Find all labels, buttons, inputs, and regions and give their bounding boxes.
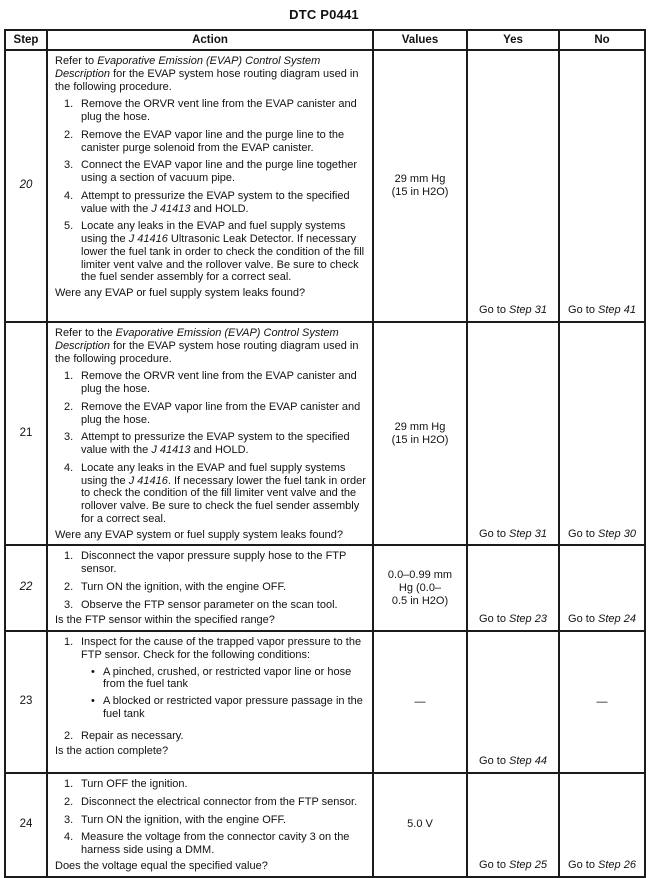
item-text <box>81 550 366 576</box>
item-text <box>81 581 366 594</box>
text-segment: Connect the EVAP vapor line and the purge line together using a section of vacuum pipe. <box>81 159 358 184</box>
yes-cell <box>467 322 559 545</box>
item-text <box>81 129 366 155</box>
text-segment-italic: Step 31 <box>509 527 547 540</box>
action-item <box>64 370 366 396</box>
values-cell <box>373 545 467 631</box>
text-segment: for the EVAP system hose routing diagram used in the following procedure. <box>55 339 359 365</box>
bullet-marker: • <box>91 695 95 707</box>
text-segment: Remove the EVAP vapor line from the EVAP canister and plug the hose. <box>81 400 361 426</box>
text-segment-italic: Step 26 <box>598 858 636 871</box>
item-marker: 4. <box>64 189 74 202</box>
item-marker: 1. <box>64 98 74 111</box>
values-cell <box>373 50 467 322</box>
values-line: (15 in H2O) <box>391 433 449 446</box>
action-list <box>55 636 366 742</box>
sub-item-text <box>103 695 366 721</box>
values-line: 29 mm Hg <box>394 420 446 433</box>
action-item <box>64 401 366 427</box>
text-segment: Turn ON the ignition, with the engine OFF. <box>81 813 287 826</box>
item-marker: 2. <box>64 400 74 413</box>
text-segment: Go to <box>479 613 510 626</box>
action-item <box>64 730 366 743</box>
action-cell <box>47 50 373 322</box>
action-question <box>55 860 366 873</box>
text-segment: Does the voltage equal the specified value? <box>55 859 268 872</box>
text-segment: Is the action complete? <box>55 745 169 758</box>
action-question <box>55 529 366 542</box>
column-header-yes: Yes <box>467 30 559 50</box>
text-segment-italic: Step 24 <box>598 613 636 626</box>
item-marker: 2. <box>64 128 74 141</box>
action-cell <box>47 322 373 545</box>
no-cell <box>559 773 645 877</box>
item-text <box>81 220 366 284</box>
values-cell <box>373 322 467 545</box>
dtc-table <box>4 29 646 878</box>
text-segment: and HOLD. <box>190 444 249 456</box>
item-marker: 3. <box>64 159 74 172</box>
item-text <box>81 636 366 725</box>
table-row <box>5 50 645 322</box>
values-line: Hg (0.0– <box>398 581 442 594</box>
item-text <box>81 190 366 216</box>
text-segment: Measure the voltage from the connector cavity 3 on the harness side using a DMM. <box>81 831 350 856</box>
item-text <box>81 431 366 457</box>
values-line: (15 in H2O) <box>391 186 449 198</box>
step-number: 21 <box>19 426 33 439</box>
step-number: 24 <box>19 818 33 831</box>
text-segment: — <box>596 695 608 708</box>
step-cell <box>5 773 47 877</box>
action-item <box>64 550 366 576</box>
action-list <box>55 550 366 611</box>
item-marker: 3. <box>64 598 74 611</box>
action-question <box>55 287 366 300</box>
item-text <box>81 98 366 124</box>
action-intro <box>55 327 366 365</box>
text-segment: for the EVAP system hose routing diagram used in the following procedure. <box>55 67 359 93</box>
page-title: DTC P0441 <box>289 7 359 22</box>
item-text <box>81 159 366 185</box>
yes-cell <box>467 545 559 631</box>
text-segment-italic: Step 25 <box>509 858 547 871</box>
text-segment: A blocked or restricted vapor pressure passage in the fuel tank <box>103 695 363 720</box>
action-item <box>64 220 366 284</box>
text-segment-italic: Step 23 <box>509 613 547 626</box>
text-segment-italic: Step 31 <box>509 304 547 317</box>
step-cell <box>5 631 47 773</box>
text-segment: Refer to the <box>55 327 116 339</box>
item-marker: 4. <box>64 831 74 844</box>
table-row <box>5 545 645 631</box>
text-segment: Locate any leaks in the EVAP and fuel supply systems using the <box>81 220 346 245</box>
table-row <box>5 773 645 877</box>
sub-item-list <box>81 666 366 721</box>
table-header <box>5 30 645 50</box>
action-item <box>64 190 366 216</box>
action-item <box>64 159 366 185</box>
no-cell <box>559 50 645 322</box>
step-cell <box>5 322 47 545</box>
yes-cell <box>467 631 559 773</box>
action-cell <box>47 773 373 877</box>
item-marker: 1. <box>64 636 74 648</box>
action-item <box>64 778 366 791</box>
text-segment: Refer to <box>55 55 98 67</box>
action-item <box>64 831 366 857</box>
step-number: 22 <box>19 581 33 594</box>
text-segment: Go to <box>479 755 510 768</box>
no-cell <box>559 545 645 631</box>
text-segment: Remove the ORVR vent line from the EVAP canister and plug the hose. <box>81 98 357 123</box>
text-segment: Go to <box>479 858 510 871</box>
no-cell <box>559 322 645 545</box>
action-intro <box>55 55 366 93</box>
item-text <box>81 814 366 827</box>
table-row <box>5 631 645 773</box>
header-row <box>5 30 645 50</box>
action-cell <box>47 545 373 631</box>
values-cell <box>373 773 467 877</box>
text-segment: and HOLD. <box>190 202 249 215</box>
text-segment: Attempt to pressurize the EVAP system to the specified value with the <box>81 189 350 215</box>
item-text <box>81 730 366 743</box>
values-cell <box>373 631 467 773</box>
text-segment-italic: J 41416 <box>128 233 168 245</box>
action-item <box>64 814 366 827</box>
action-cell <box>47 631 373 773</box>
text-segment: Attempt to pressurize the EVAP system to the specified value with the <box>81 431 350 456</box>
text-segment: Go to <box>568 304 599 317</box>
text-segment: Were any EVAP system or fuel supply system leaks found? <box>55 528 343 541</box>
text-segment-italic: Evaporative Emission (EVAP) Control System Description <box>55 327 339 352</box>
item-marker: 4. <box>64 461 74 474</box>
item-text <box>81 831 366 857</box>
text-segment: Turn OFF the ignition. <box>81 778 188 790</box>
item-text <box>81 462 366 526</box>
item-marker: 1. <box>64 370 74 383</box>
column-header-step: Step <box>5 30 47 50</box>
text-segment: Disconnect the electrical connector from the FTP sensor. <box>81 795 358 808</box>
column-header-action: Action <box>47 30 373 50</box>
item-text <box>81 796 366 809</box>
text-segment: Ultrasonic Leak Detector. If necessary lower the fuel tank in order to check the condition of the fill limiter vent valve and the rollover valve. Be sure to check the fuel sender assembly for a correct seal. <box>81 233 365 284</box>
step-cell <box>5 545 47 631</box>
action-item <box>64 599 366 612</box>
text-segment-italic: Evaporative Emission (EVAP) Control System Description <box>55 55 321 80</box>
item-text <box>81 599 366 612</box>
text-segment: . If necessary lower the fuel tank in order to check the condition of the fill limiter vent valve and the rollover valve. Be sure to check the fuel sender assembly for a correct seal. <box>81 474 366 525</box>
text-segment: Were any EVAP or fuel supply system leaks found? <box>55 287 306 299</box>
text-segment: Is the FTP sensor within the specified range? <box>55 614 275 627</box>
text-segment-italic: Step 30 <box>598 527 636 540</box>
values-line: 29 mm Hg <box>394 173 446 186</box>
text-segment: Remove the ORVR vent line from the EVAP canister and plug the hose. <box>81 370 357 395</box>
action-list <box>55 778 366 857</box>
item-marker: 2. <box>64 729 74 742</box>
step-cell <box>5 50 47 322</box>
values-line: 0.0–0.99 mm <box>387 569 453 581</box>
sub-item-text <box>103 666 366 692</box>
action-question <box>55 614 366 627</box>
item-text <box>81 370 366 396</box>
item-marker: 3. <box>64 813 74 826</box>
item-marker: 2. <box>64 580 74 593</box>
column-header-no: No <box>559 30 645 50</box>
values-line: — <box>414 695 426 708</box>
item-text <box>81 778 366 791</box>
bullet-marker: • <box>91 665 95 678</box>
text-segment: Observe the FTP sensor parameter on the scan tool. <box>81 598 338 611</box>
yes-cell <box>467 773 559 877</box>
text-segment: Repair as necessary. <box>81 729 184 742</box>
action-item <box>64 636 366 725</box>
text-segment: Go to <box>479 527 510 540</box>
item-marker: 1. <box>64 778 74 790</box>
item-marker: 3. <box>64 431 74 444</box>
item-marker: 2. <box>64 795 74 808</box>
values-line: 5.0 V <box>407 818 433 831</box>
step-number: 23 <box>19 695 33 708</box>
text-segment: Go to <box>568 858 599 871</box>
table-row <box>5 322 645 545</box>
action-list <box>55 370 366 525</box>
action-item <box>64 129 366 155</box>
text-segment: Remove the EVAP vapor line and the purge line to the canister purge solenoid from the EVAP canister. <box>81 128 345 154</box>
text-segment-italic: J 41413 <box>151 444 191 456</box>
yes-cell <box>467 50 559 322</box>
text-segment-italic: Step 44 <box>509 755 547 768</box>
text-segment: Go to <box>568 613 599 626</box>
action-item <box>64 462 366 526</box>
text-segment: Disconnect the vapor pressure supply hose to the FTP sensor. <box>81 550 347 575</box>
text-segment-italic: J 41413 <box>151 202 191 215</box>
action-question <box>55 745 366 758</box>
sub-item <box>91 666 366 692</box>
text-segment: A pinched, crushed, or restricted vapor line or hose from the fuel tank <box>103 665 352 691</box>
text-segment: Go to <box>479 304 510 317</box>
no-cell <box>559 631 645 773</box>
action-list <box>55 98 366 284</box>
step-number: 20 <box>19 179 33 192</box>
text-segment: Go to <box>568 527 599 540</box>
text-segment-italic: J 41416 <box>128 474 168 487</box>
table-body <box>5 50 645 877</box>
sub-item <box>91 695 366 721</box>
column-header-values: Values <box>373 30 467 50</box>
text-segment: Locate any leaks in the EVAP and fuel supply systems using the <box>81 461 346 487</box>
text-segment: Inspect for the cause of the trapped vapor pressure to the FTP sensor. Check for the following conditions: <box>81 636 362 661</box>
item-text <box>81 401 366 427</box>
action-item <box>64 431 366 457</box>
item-marker: 5. <box>64 220 74 233</box>
item-marker: 1. <box>64 550 74 563</box>
action-item <box>64 98 366 124</box>
action-item <box>64 581 366 594</box>
action-item <box>64 796 366 809</box>
text-segment-italic: Step 41 <box>598 304 636 317</box>
values-line: 0.5 in H2O) <box>391 594 449 607</box>
text-segment: Turn ON the ignition, with the engine OFF. <box>81 580 287 593</box>
